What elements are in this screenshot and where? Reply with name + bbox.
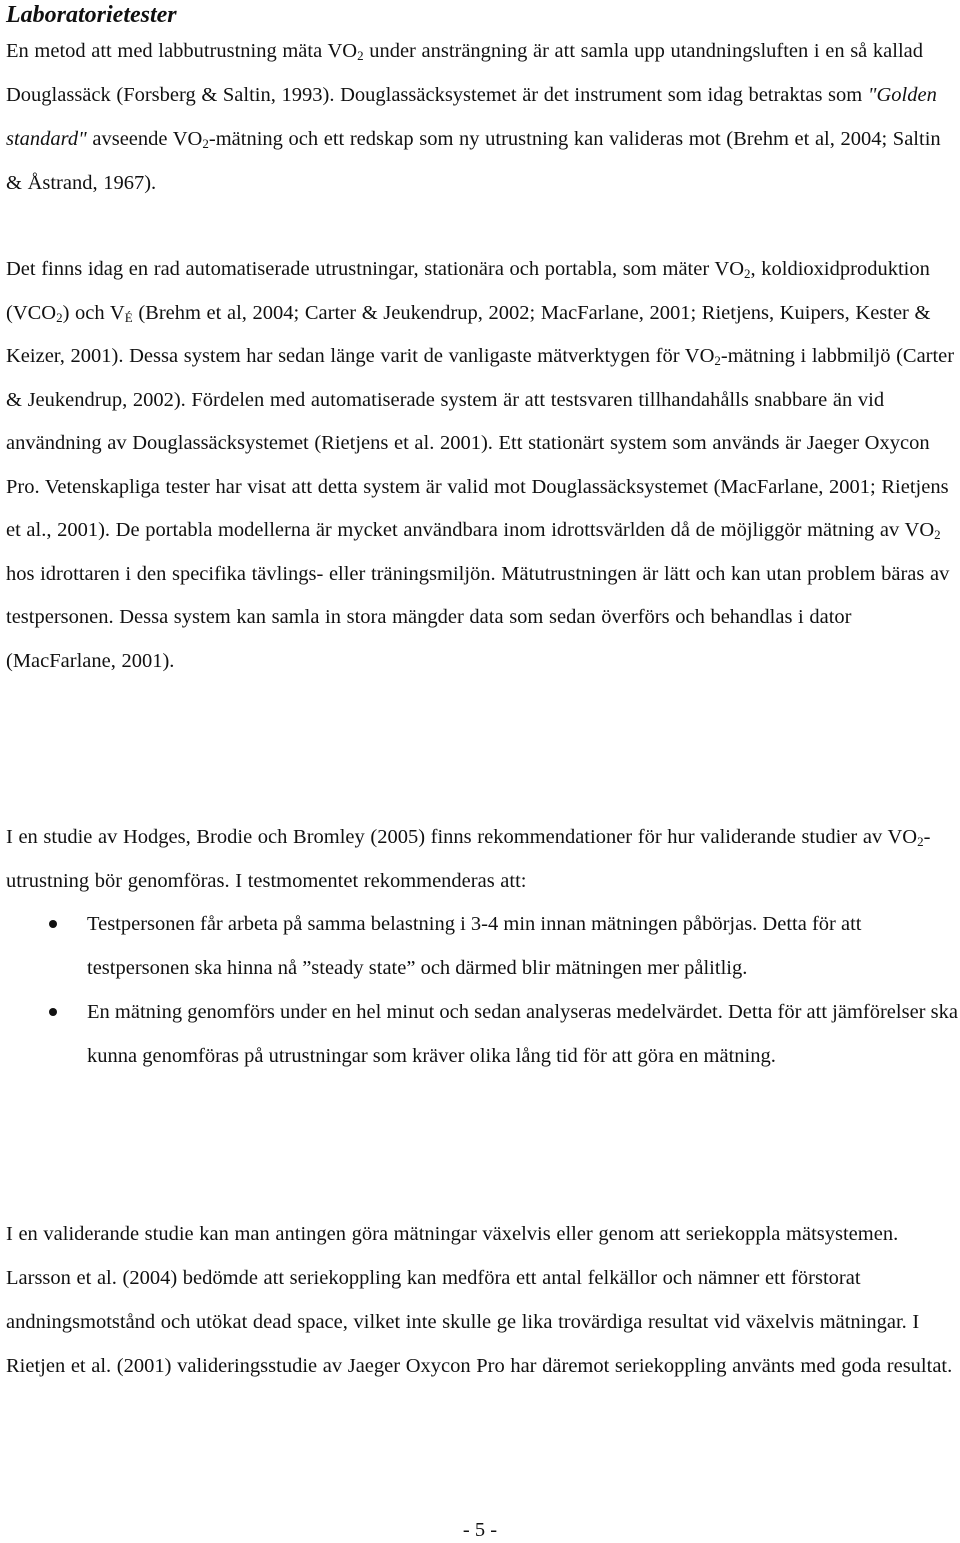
list-item-text: En mätning genomförs under en hel minut och sedan analyseras medelvärdet. Detta för att jämförelser ska kunna genomföras på utrustningar som kräver olika lång tid för att göra en mätning. [87, 1001, 958, 1067]
text-run: hos idrottaren i den specifika tävlings- eller träningsmiljön. Mätutrustningen är lätt och kan utan problem bäras av testpersonen. Dessa system kan samla in stora mängder data som sedan överförs och behandlas i dator (MacFarlane, 2001). [6, 562, 950, 672]
paragraph-intro [6, 29, 956, 205]
text-run: , koldioxidproduktion (VCO [6, 258, 930, 324]
recommendation-list [0, 902, 960, 1078]
subscript: 2 [357, 48, 364, 63]
subscript: 2 [934, 527, 941, 542]
text-run: ) och V [62, 301, 125, 324]
text-run: (Brehm et al, 2004; Carter & Jeukendrup, 2002; MacFarlane, 2001; Rietjens, Kuipers, Kester & Keizer, 2001). Dessa system har sedan länge varit de vanligaste mätverktygen för VO [6, 301, 931, 367]
list-item [0, 990, 960, 1078]
bullet-icon [49, 1008, 57, 1016]
text-run: I en studie av Hodges, Brodie och Bromley (2005) finns rekommendationer för hur validerande studier av VO [6, 826, 918, 848]
text-run: under ansträngning är att samla upp utandningsluften i en så kallad Douglassäck (Forsberg & Saltin, 1993). Douglassäcksystemet är det instrument som idag betraktas som [6, 40, 923, 106]
text-run: avseende VO [86, 128, 203, 150]
subscript: 2 [744, 266, 751, 281]
subscript: 2 [56, 309, 63, 325]
text-run: -mätning och ett redskap som ny utrustning kan valideras mot (Brehm et al, 2004; Saltin & Åstrand, 1967). [6, 128, 941, 194]
section-heading: Laboratorietester [6, 2, 177, 28]
subscript: 2 [917, 834, 924, 849]
text-run: En metod att med labbutrustning mäta VO [6, 40, 358, 62]
subscript: É [124, 309, 133, 325]
paragraph-equipment [6, 248, 956, 683]
paragraph-study [6, 815, 956, 903]
text-run: Det finns idag en rad automatiserade utrustningar, stationära och portabla, som mäter VO [6, 258, 745, 280]
subscript: 2 [202, 136, 209, 151]
subscript: 2 [714, 353, 721, 368]
list-item [0, 902, 960, 990]
text-run: -mätning i labbmiljö (Carter & Jeukendrup, 2002). Fördelen med automatiserade system är att testsvaren tillhandahålls snabbare än vid användning av Douglassäcksystemet (Rietjens et al. 2001). Ett stationärt system som används är Jaeger Oxycon Pro. Vetenskapliga tester har visat att detta system är valid mot Douglassäcksystemet (MacFarlane, 2001; Rietjens et al., 2001). De portabla modellerna är mycket användbara inom idrottsvärlden då de möjliggör mätning av VO [6, 345, 955, 541]
text-run: -utrustning bör genomföras. I testmomentet rekommenderas att: [6, 826, 931, 892]
list-item-text: Testpersonen får arbeta på samma belastning i 3-4 min innan mätningen påbörjas. Detta för att testpersonen ska hinna nå ”steady state” och därmed blir mätningen mer pålitlig. [87, 913, 862, 979]
bullet-icon [49, 920, 57, 928]
italic-quote: "Golden standard" [6, 84, 937, 150]
paragraph-validation: I en validerande studie kan man antingen göra mätningar växelvis eller genom att seriekoppla mätsystemen. Larsson et al. (2004) bedömde att seriekoppling kan medföra ett antal felkällor och nämner ett förstorat andningsmotstånd och utökat dead space, vilket inte skulle ge lika trovärdiga resultat vid växelvis mätningar. I Rietjen et al. (2001) valideringsstudie av Jaeger Oxycon Pro har däremot seriekoppling använts med goda resultat. [6, 1223, 953, 1377]
page-number: - 5 - [462, 1519, 498, 1541]
